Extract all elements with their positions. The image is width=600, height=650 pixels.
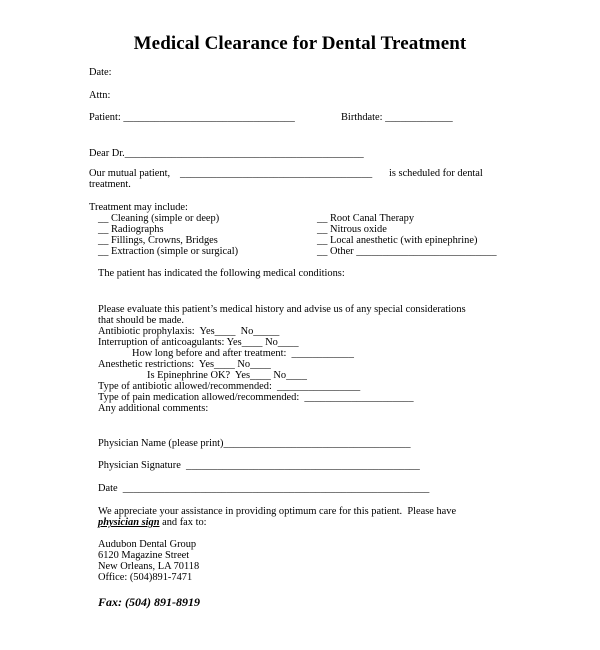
date-label: Date: [89,67,112,78]
treatment-option-root-canal: __ Root Canal Therapy [317,213,415,224]
address-city: New Orleans, LA 70118 [98,561,200,572]
closing-line-2-rest: and fax to: [159,517,207,528]
treatment-option-fillings: __ Fillings, Crowns, Bridges [98,235,218,246]
closing-line-1: We appreciate your assistance in providing optimum care for this patient. Please have [98,506,457,517]
treatment-heading: Treatment may include: [89,202,188,213]
mutual-patient-blank: _____________________________________ [180,168,373,179]
treatment-option-local-anesthetic: __ Local anesthetic (with epinephrine) [317,235,478,246]
question-antibiotic-prophylaxis: Antibiotic prophylaxis: Yes____ No_____ [98,326,280,337]
treatment-option-radiographs: __ Radiographs [98,224,164,235]
physician-sign-emphasis: physician sign [98,517,160,528]
mutual-patient-scheduled: is scheduled for dental [389,168,483,179]
question-epinephrine: Is Epinephrine OK? Yes____ No____ [147,370,307,381]
fax-number: Fax: (504) 891-8919 [98,595,200,609]
dear-doctor-line: Dear Dr.______________________________________________ [89,148,364,159]
page-title: Medical Clearance for Dental Treatment [133,33,467,54]
evaluate-line-2: that should be made. [98,315,184,326]
physician-name-field: Physician Name (please print)____________________________________ [98,438,411,449]
signature-date-field: Date ___________________________________________________________ [98,483,430,494]
treatment-option-extraction: __ Extraction (simple or surgical) [98,246,239,257]
physician-signature-field: Physician Signature _____________________________________________ [98,460,420,471]
treatment-option-cleaning: __ Cleaning (simple or deep) [98,213,220,224]
address-street: 6120 Magazine Street [98,550,190,561]
patient-field: Patient: _________________________________ [89,112,295,123]
closing-line-2 [98,517,207,529]
question-how-long: How long before and after treatment: ____________ [132,348,354,359]
birthdate-field: Birthdate: _____________ [341,112,453,123]
address-name: Audubon Dental Group [98,539,197,550]
question-additional-comments: Any additional comments: [98,403,209,414]
treatment-option-other: __ Other ___________________________ [317,246,497,257]
attn-label: Attn: [89,90,111,101]
address-office-phone: Office: (504)891-7471 [98,572,193,583]
question-anesthetic-restrictions: Anesthetic restrictions: Yes____ No____ [98,359,271,370]
question-anticoagulants: Interruption of anticoagulants: Yes____ No____ [98,337,299,348]
treatment-option-nitrous: __ Nitrous oxide [317,224,387,235]
conditions-text: The patient has indicated the following medical conditions: [98,268,345,279]
mutual-patient-treatment: treatment. [89,179,131,190]
question-antibiotic-type: Type of antibiotic allowed/recommended: ________________ [98,381,361,392]
mutual-patient-label: Our mutual patient, [89,168,171,179]
question-pain-medication: Type of pain medication allowed/recommended: _____________________ [98,392,414,403]
evaluate-line-1: Please evaluate this patient’s medical history and advise us of any special considerations [98,304,466,315]
